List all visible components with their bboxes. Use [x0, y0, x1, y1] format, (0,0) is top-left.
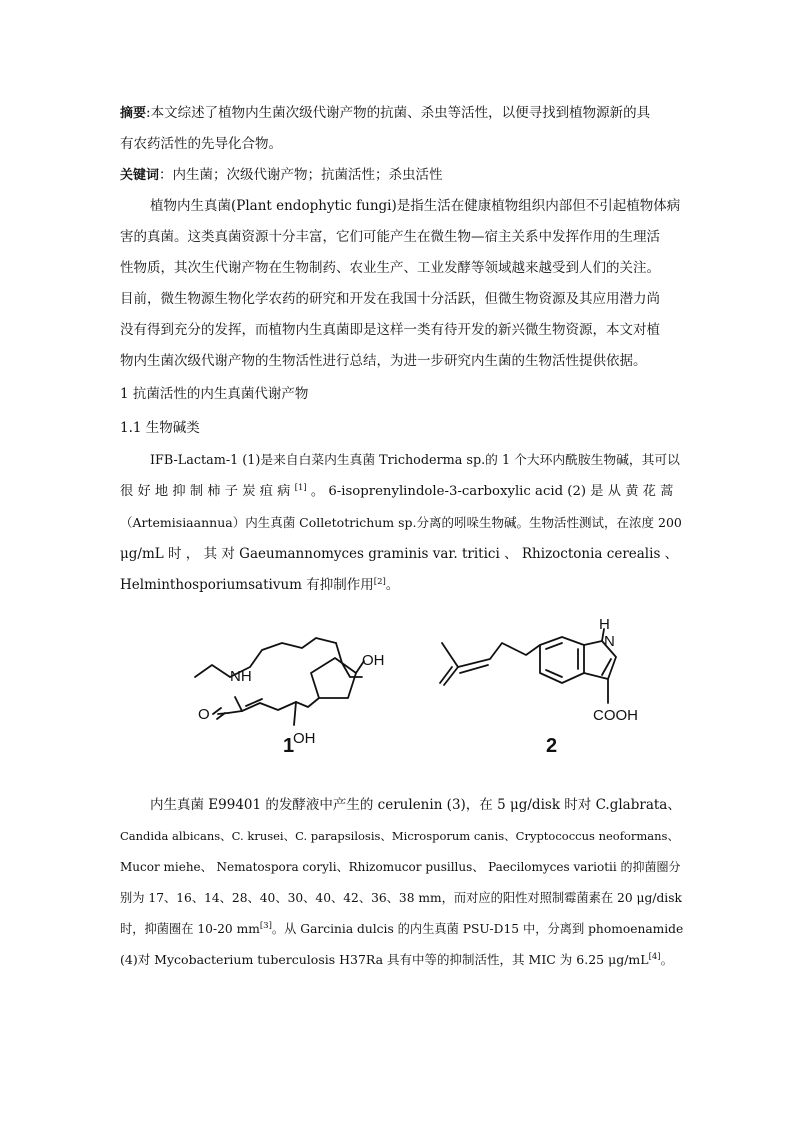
abstract-label: 摘要: [120, 106, 147, 121]
compound-1-oh-label-2: OH: [293, 730, 316, 747]
cerulenin-line-6-post: 。: [660, 952, 674, 967]
compound-1-structure: [195, 638, 364, 725]
cerulenin-line-2: Candida albicans、C. krusei、C. parapsilosis、Microsporum canis、Cryptococcus neoformans、: [120, 829, 679, 843]
alkaloid-line-4: μg/mL 时 ， 其 对 Gaeumannomyces graminis var. tritici 、 Rhizoctonia cerealis 、: [120, 546, 679, 562]
cerulenin-line-6: [120, 950, 682, 970]
compound-1-nh-label: NH: [230, 668, 252, 685]
alkaloid-line-1: IFB-Lactam-1 (1)是来自白菜内生真菌 Trichoderma sp.的 1 个大环内酰胺生物碱，其可以: [150, 453, 680, 468]
keywords-label: 关键词: [120, 168, 160, 183]
compound-1-oh-label-1: OH: [362, 652, 385, 669]
compound-2-structure: [440, 629, 616, 703]
citation-1: [1]: [294, 483, 307, 493]
alkaloid-line-5-post: 。: [385, 577, 400, 593]
intro-line-6: 物内生菌次级代谢产物的生物活性进行总结，为进一步研究内生菌的生物活性提供依据。: [120, 353, 647, 369]
alkaloid-line-5-pre: Helminthosporiumsativum 有抑制作用: [120, 577, 374, 593]
cerulenin-line-5-pre: 时，抑菌圈在 10-20 mm: [120, 922, 260, 936]
compound-2-cooh-label: COOH: [593, 707, 638, 724]
section-1-heading: 1 抗菌活性的内生真菌代谢产物: [120, 386, 309, 402]
citation-2: [2]: [373, 577, 386, 587]
abstract-text-1: :本文综述了植物内生菌次级代谢产物的抗菌、杀虫等活性，以便寻找到植物源新的具: [146, 105, 651, 121]
keywords-text: ：内生菌；次级代谢产物；抗菌活性；杀虫活性: [159, 167, 443, 183]
keywords-line: [120, 165, 682, 186]
intro-line-5: 没有得到充分的发挥，而植物内生真菌即是这样一类有待开发的新兴微生物资源，本文对植: [120, 322, 660, 338]
section-1-1-heading: 1.1 生物碱类: [120, 420, 200, 436]
compound-1-carbonyl-o: O: [198, 706, 210, 723]
alkaloid-line-2: [120, 482, 682, 502]
cerulenin-line-4: 别为 17、16、14、28、40、30、40、42、36、38 mm，而对应的阳性对照制霉菌素在 20 μg/disk: [120, 891, 682, 905]
abstract-line-2: 有农药活性的先导化合物。: [120, 136, 282, 152]
intro-line-4: 目前，微生物源生物化学农药的研究和开发在我国十分活跃，但微生物资源及其应用潜力尚: [120, 291, 660, 307]
intro-line-2: 害的真菌。这类真菌资源十分丰富，它们可能产生在微生物—宿主关系中发挥作用的生理活: [120, 229, 660, 245]
intro-line-3: 性物质，其次生代谢产物在生物制药、农业生产、工业发酵等领域越来越受到人们的关注。: [120, 260, 660, 276]
alkaloid-line-5: [120, 575, 682, 595]
compound-2-h-label: H: [599, 616, 610, 633]
intro-line-1: 植物内生真菌(Plant endophytic fungi)是指生活在健康植物组织内部但不引起植物体病: [150, 198, 681, 214]
alkaloid-line-2-post: 。 6-isoprenylindole-3-carboxylic acid (2) 是 从 黄 花 蒿: [306, 484, 674, 499]
structures-figure: [190, 615, 690, 780]
compound-2-number: 2: [546, 735, 558, 757]
citation-4: [4]: [648, 952, 661, 962]
citation-3: [3]: [259, 921, 272, 931]
compound-1-number: 1: [283, 735, 295, 757]
cerulenin-line-5-post: 。从 Garcinia dulcis 的内生真菌 PSU-D15 中，分离到 phomoenamide: [271, 922, 684, 936]
abstract-line-1: [120, 103, 682, 124]
cerulenin-line-1: 内生真菌 E99401 的发酵液中产生的 cerulenin (3)，在 5 μg/disk 时对 C.glabrata、: [150, 797, 681, 813]
cerulenin-line-3: Mucor miehe、 Nematospora coryli、Rhizomucor pusillus、 Paecilomyces variotii 的抑菌圈分: [120, 860, 681, 874]
cerulenin-line-5: [120, 919, 682, 939]
compound-2-n-label: N: [604, 633, 615, 650]
cerulenin-line-6-pre: (4)对 Mycobacterium tuberculosis H37Ra 具有中等的抑制活性，其 MIC 为 6.25 μg/mL: [120, 952, 649, 967]
alkaloid-line-2-pre: 很 好 地 抑 制 柿 子 炭 疽 病: [120, 484, 295, 499]
alkaloid-line-3: （Artemisiaannua）内生真菌 Colletotrichum sp.分离的吲哚生物碱。生物活性测试，在浓度 200: [120, 515, 682, 530]
